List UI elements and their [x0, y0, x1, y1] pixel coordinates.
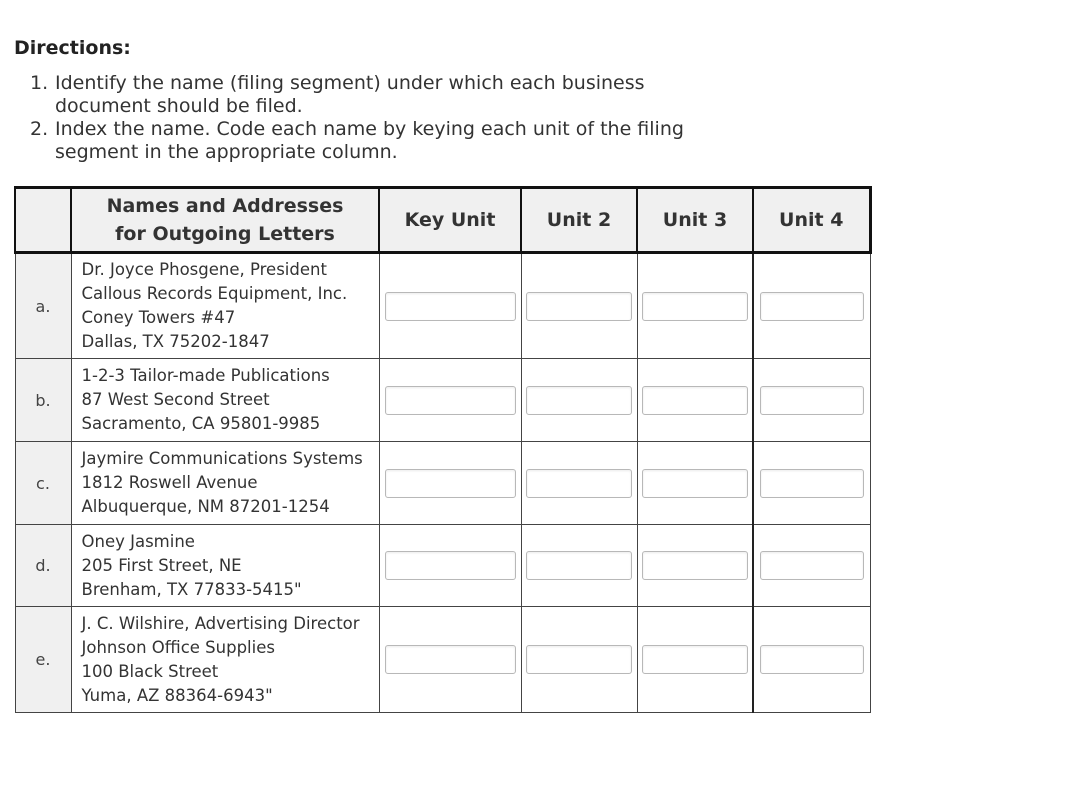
unit-4-cell	[753, 442, 870, 525]
row-letter: a.	[15, 253, 71, 359]
address-line: Jaymire Communications Systems	[81, 449, 363, 468]
key-unit-cell	[379, 442, 521, 525]
unit-2-input[interactable]	[526, 386, 632, 415]
unit-2-cell	[521, 442, 637, 525]
table-row	[15, 607, 870, 713]
row-address	[71, 359, 379, 442]
unit-3-cell	[637, 607, 753, 713]
header-letter	[15, 188, 71, 253]
header-names-addresses	[71, 188, 379, 253]
direction-number: 1.	[30, 72, 49, 94]
unit-2-cell	[521, 253, 637, 359]
direction-item	[30, 72, 710, 118]
key-unit-input[interactable]	[385, 551, 516, 580]
key-unit-input[interactable]	[385, 645, 516, 674]
direction-item	[30, 118, 710, 164]
row-letter: b.	[15, 359, 71, 442]
key-unit-cell	[379, 359, 521, 442]
directions-list	[30, 72, 710, 164]
unit-3-input[interactable]	[642, 645, 748, 674]
table-row	[15, 442, 870, 525]
unit-4-input[interactable]	[760, 551, 864, 580]
unit-4-input[interactable]	[760, 645, 864, 674]
unit-4-input[interactable]	[760, 292, 864, 321]
address-line: 1-2-3 Tailor-made Publications	[81, 366, 330, 385]
unit-3-cell	[637, 253, 753, 359]
address-line: 100 Black Street	[81, 661, 219, 681]
unit-2-input[interactable]	[526, 469, 632, 498]
header-unit-4: Unit 4	[753, 188, 870, 253]
unit-2-cell	[521, 607, 637, 713]
table-row	[15, 253, 870, 359]
direction-number: 2.	[30, 118, 49, 140]
unit-3-input[interactable]	[642, 551, 748, 580]
unit-3-cell	[637, 525, 753, 607]
header-unit-3: Unit 3	[637, 188, 753, 253]
address-line: 1812 Roswell Avenue	[81, 473, 258, 492]
direction-text: Index the name. Code each name by keying each unit of the filing segment in the appropriate column.	[55, 118, 684, 163]
unit-2-input[interactable]	[526, 645, 632, 674]
key-unit-input[interactable]	[385, 292, 516, 321]
direction-text: Identify the name (filing segment) under which each business document should be filed.	[55, 72, 645, 117]
row-address	[71, 253, 379, 359]
address-line: Albuquerque, NM 87201-1254	[81, 497, 330, 516]
unit-3-cell	[637, 442, 753, 525]
directions-title: Directions:	[14, 37, 131, 59]
key-unit-cell	[379, 253, 521, 359]
row-address	[71, 525, 379, 607]
table-row	[15, 525, 870, 607]
address-line: Johnson Office Supplies	[81, 637, 275, 657]
unit-3-cell	[637, 359, 753, 442]
unit-4-input[interactable]	[760, 386, 864, 415]
unit-2-input[interactable]	[526, 551, 632, 580]
key-unit-cell	[379, 607, 521, 713]
header-names-line2: for Outgoing Letters	[115, 223, 335, 245]
address-line: Sacramento, CA 95801-9985	[81, 414, 321, 433]
header-names-line1: Names and Addresses	[106, 195, 344, 217]
row-address	[71, 607, 379, 713]
table-row	[15, 359, 870, 442]
unit-2-input[interactable]	[526, 292, 632, 321]
unit-3-input[interactable]	[642, 292, 748, 321]
address-line: Dallas, TX 75202-1847	[81, 332, 270, 351]
address-line: J. C. Wilshire, Advertising Director	[81, 613, 360, 633]
unit-4-input[interactable]	[760, 469, 864, 498]
key-unit-input[interactable]	[385, 469, 516, 498]
header-key-unit: Key Unit	[379, 188, 521, 253]
unit-4-cell	[753, 253, 870, 359]
row-letter: e.	[15, 607, 71, 713]
address-line: Callous Records Equipment, Inc.	[81, 284, 348, 303]
address-line: Yuma, AZ 88364-6943"	[81, 685, 273, 705]
unit-2-cell	[521, 359, 637, 442]
address-line: Dr. Joyce Phosgene, President	[81, 260, 327, 279]
row-letter: c.	[15, 442, 71, 525]
key-unit-cell	[379, 525, 521, 607]
unit-3-input[interactable]	[642, 386, 748, 415]
row-letter: d.	[15, 525, 71, 607]
address-line: Oney Jasmine	[81, 531, 195, 551]
unit-4-cell	[753, 359, 870, 442]
unit-3-input[interactable]	[642, 469, 748, 498]
unit-4-cell	[753, 607, 870, 713]
key-unit-input[interactable]	[385, 386, 516, 415]
address-line: Coney Towers #47	[81, 308, 236, 327]
table-header-row	[15, 188, 870, 253]
filing-table	[14, 186, 872, 713]
unit-2-cell	[521, 525, 637, 607]
address-line: Brenham, TX 77833-5415"	[81, 579, 302, 599]
unit-4-cell	[753, 525, 870, 607]
address-line: 205 First Street, NE	[81, 555, 242, 575]
header-unit-2: Unit 2	[521, 188, 637, 253]
address-line: 87 West Second Street	[81, 390, 270, 409]
row-address	[71, 442, 379, 525]
